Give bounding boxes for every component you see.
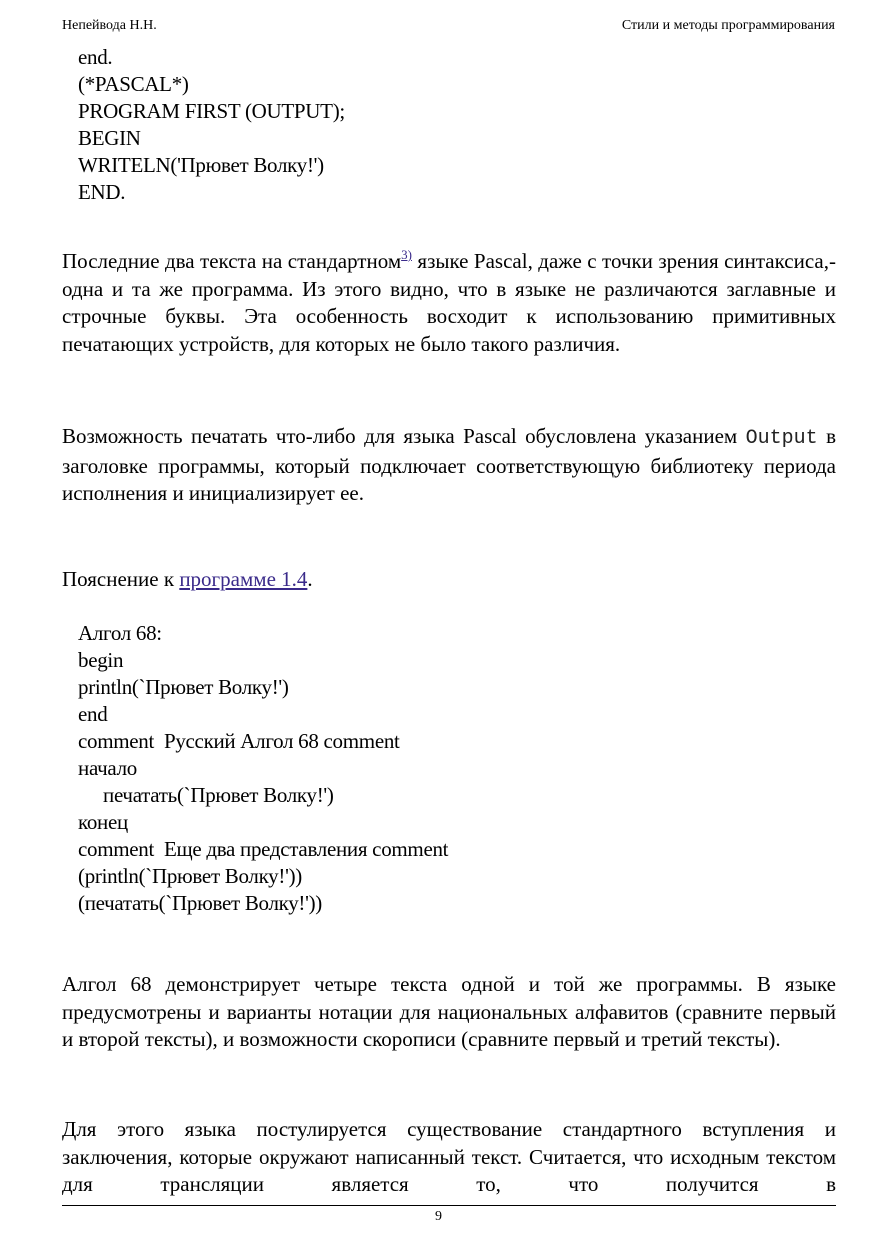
code-line: Алгол 68: — [78, 621, 162, 645]
header-title: Стили и методы программирования — [621, 18, 835, 33]
code-line: печатать(`Прювет Волку!') — [103, 783, 334, 807]
footnote-ref-link[interactable]: 3) — [401, 247, 412, 262]
code-line: END. — [78, 180, 126, 204]
pascal-code-block — [78, 44, 345, 206]
code-line: BEGIN — [78, 126, 141, 150]
paragraph-text: в заголовке программы, который подключает соответствующую библиотеку периода исполнения и инициализирует ее. — [62, 424, 836, 505]
algol-code-block — [78, 620, 448, 917]
paragraph-algol: Алгол 68 демонстрирует четыре текста одной и той же программы. В языке предусмотрены и варианты нотации для национальных алфавитов (сравните первый и второй тексты), и возможности скорописи (сравните первый и третий тексты). — [62, 972, 836, 1051]
code-line: WRITELN('Прювет Волку!') — [78, 153, 324, 177]
page-number: 9 — [435, 1209, 442, 1224]
code-line: (печатать(`Прювет Волку!')) — [78, 891, 322, 915]
paragraph-text: . — [307, 567, 313, 591]
code-line: end — [78, 702, 108, 726]
code-line: конец — [78, 810, 128, 834]
paragraph-pascal-case — [62, 248, 836, 358]
paragraph-prelude: Для этого языка постулируется существование стандартного вступления и заключения, которые окружают написанный текст. Считается, что исходным текстом для трансляции является то, что получится в — [62, 1117, 836, 1196]
inline-code: Output — [745, 427, 818, 450]
paragraph-text: Последние два текста на стандартном — [62, 249, 402, 273]
code-line: (*PASCAL*) — [78, 72, 189, 96]
header-author: Непейвода Н.Н. — [62, 18, 157, 33]
paragraph-text: Возможность печатать что-либо для языка Pascal обусловлена указанием — [62, 424, 746, 448]
code-line: начало — [78, 756, 137, 780]
paragraph-text: языке Pascal, даже с точки зрения синтаксиса,- одна и та же программа. Из этого видно, что в языке не различаются заглавные и строчные буквы. Эта особенность восходит к использованию примитивных печатающих устройств, для которых не было такого различия. — [62, 249, 836, 356]
code-line: (println(`Прювет Волку!')) — [78, 864, 302, 888]
code-line: end. — [78, 45, 113, 69]
code-line: comment Еще два представления comment — [78, 837, 449, 861]
paragraph-output — [62, 423, 836, 508]
footer-divider — [62, 1205, 836, 1206]
code-line: PROGRAM FIRST (OUTPUT); — [78, 99, 345, 123]
code-line: println(`Прювет Волку!') — [78, 675, 289, 699]
paragraph-text: Пояснение к — [62, 567, 180, 591]
code-line: comment Русский Алгол 68 comment — [78, 729, 400, 753]
paragraph-explanation — [62, 566, 836, 594]
program-link[interactable]: программе 1.4 — [179, 567, 308, 591]
code-line: begin — [78, 648, 124, 672]
